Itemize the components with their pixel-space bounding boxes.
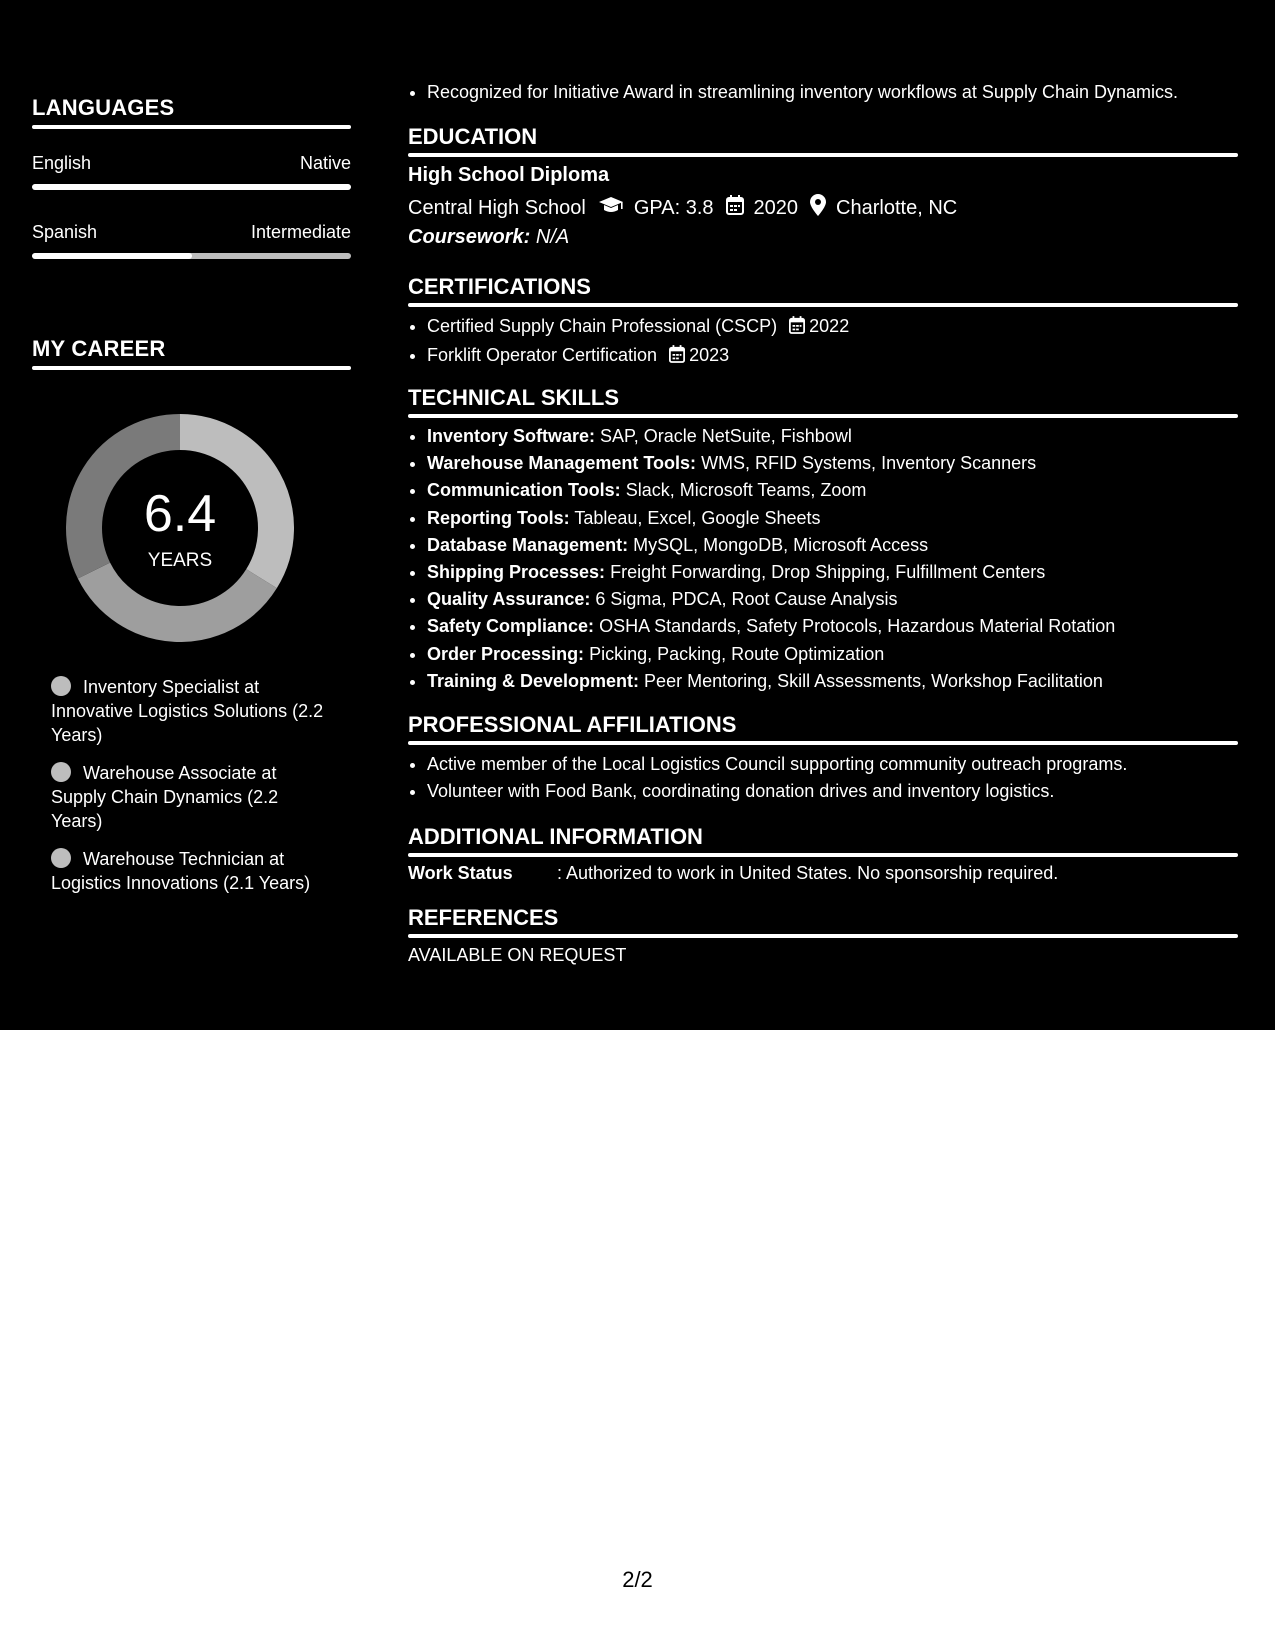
page-number: 2/2 [622,1567,653,1592]
list-item: • Reporting Tools: Tableau, Excel, Google Sheets [427,505,1115,532]
school-name: Central High School [408,196,586,219]
work-status-value: : Authorized to work in United States. No sponsorship required. [557,863,1059,883]
references-heading: REFERENCES [408,905,559,930]
affiliations-list [408,751,1127,805]
certifications-heading: CERTIFICATIONS [408,274,591,299]
certification-name: Certified Supply Chain Professional (CSCP) [427,316,778,336]
education-heading: EDUCATION [408,124,538,149]
list-item: • Order Processing: Picking, Packing, Route Optimization [427,641,1115,668]
language-row-english [32,153,351,174]
certification-year: 2023 [689,345,730,365]
skills-rule [408,414,1238,418]
award-list [408,79,1178,106]
list-item [427,313,849,342]
certification-name: Forklift Operator Certification [427,345,658,365]
list-item: • Quality Assurance: 6 Sigma, PDCA, Root Cause Analysis [427,586,1115,613]
additional-info-rule [408,853,1238,857]
list-item: • Recognized for Initiative Award in streamlining inventory workflows at Supply Chain Dynamics. [427,79,1178,106]
career-dot [51,848,71,868]
language-level: Native [299,153,351,173]
graduation-cap-icon [598,196,624,220]
list-item: • Database Management: MySQL, MongoDB, Microsoft Access [427,532,1115,559]
work-status-row [408,863,1058,884]
list-item [427,342,849,371]
list-item: • Volunteer with Food Bank, coordinating donation drives and inventory logistics. [427,778,1127,805]
list-item: • Warehouse Management Tools: WMS, RFID Systems, Inventory Scanners [427,450,1115,477]
location-pin-icon [810,194,826,222]
education-details [408,194,957,222]
career-item: Warehouse Technician at Logistics Innovations (2.1 Years) [51,849,311,893]
list-item: • Communication Tools: Slack, Microsoft Teams, Zoom [427,477,1115,504]
list-item: • Shipping Processes: Freight Forwarding, Drop Shipping, Fulfillment Centers [427,559,1115,586]
language-proficiency-fill [32,253,192,259]
certifications-rule [408,303,1238,307]
coursework-value: N/A [535,226,570,248]
skills-list [408,423,1115,695]
coursework [408,226,569,249]
career-total-unit: YEARS [147,550,213,571]
calendar-icon [789,315,805,342]
career-total-value: 6.4 [143,485,217,543]
languages-rule [32,125,351,129]
list-item: • Active member of the Local Logistics Council supporting community outreach programs. [427,751,1127,778]
language-name: English [32,153,92,173]
degree-title: High School Diploma [408,164,610,186]
affiliations-heading: PROFESSIONAL AFFILIATIONS [408,712,737,737]
calendar-icon [669,344,685,371]
certification-year: 2022 [809,316,850,336]
gpa-value: GPA: 3.8 [633,196,714,219]
list-item: • Training & Development: Peer Mentoring, Skill Assessments, Workshop Facilitation [427,668,1115,695]
additional-info-heading: ADDITIONAL INFORMATION [408,824,703,849]
affiliations-rule [408,741,1238,745]
language-proficiency-bar [32,184,351,190]
language-proficiency-fill [32,184,351,190]
references-text: AVAILABLE ON REQUEST [408,945,627,965]
graduation-year: 2020 [753,196,799,219]
languages-heading: LANGUAGES [32,95,175,120]
skills-heading: TECHNICAL SKILLS [408,385,620,410]
certifications-list [408,313,849,371]
career-dot [51,676,71,696]
language-name: Spanish [32,222,98,242]
references-rule [408,934,1238,938]
list-item: • Inventory Software: SAP, Oracle NetSuite, Fishbowl [427,423,1115,450]
career-donut-chart [66,414,294,642]
calendar-icon [726,195,744,221]
work-status-label: Work Status [408,863,513,883]
language-row-spanish [32,222,351,243]
career-item: Warehouse Associate at Supply Chain Dynamics (2.2 Years) [51,763,279,831]
coursework-label: Coursework: [408,226,531,248]
career-dot [51,762,71,782]
career-item: Inventory Specialist at Innovative Logistics Solutions (2.2 Years) [51,677,324,745]
school-location: Charlotte, NC [836,196,958,219]
education-rule [408,153,1238,157]
career-heading: MY CAREER [32,336,166,361]
career-donut-segment-2 [94,571,262,624]
language-level: Intermediate [250,222,351,242]
list-item: • Safety Compliance: OSHA Standards, Safety Protocols, Hazardous Material Rotation [427,613,1115,640]
career-rule [32,366,351,370]
language-proficiency-bar [32,253,351,259]
